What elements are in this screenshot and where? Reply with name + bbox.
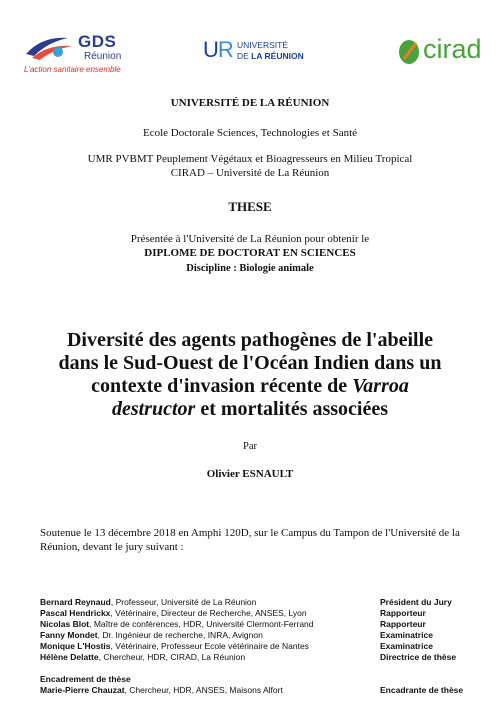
gds-swoosh-icon bbox=[22, 32, 74, 62]
universite-reunion-logo bbox=[203, 37, 323, 67]
jury-member: Hélène Delatte, Chercheur, HDR, CIRAD, La Réunion Directrice de thèse bbox=[40, 652, 457, 662]
by-label: Par bbox=[243, 441, 257, 452]
university-name: UNIVERSITÉ DE LA RÉUNION bbox=[170, 97, 330, 109]
thesis-title-line3: contexte d'invasion récente de Varroa bbox=[91, 375, 409, 397]
cirad-logo-name: cirad bbox=[423, 34, 482, 64]
discipline: Discipline : Biologie animale bbox=[186, 263, 314, 274]
cirad-leaf-icon bbox=[396, 37, 422, 65]
thesis-title bbox=[0, 329, 500, 421]
jury-member: Fanny Mondet, Dr. Ingénieur de recherche, INRA, Avignon Examinatrice bbox=[40, 630, 433, 640]
diploma: DIPLOME DE DOCTORAT EN SCIENCES bbox=[144, 247, 356, 259]
jury-member: Nicolas Blot, Maître de conférences, HDR, Université Clermont-Ferrand Rapporteur bbox=[40, 619, 426, 629]
cirad-logo bbox=[396, 34, 500, 70]
research-unit-line1: UMR PVBMT Peuplement Végétaux et Bioagresseurs en Milieu Tropical bbox=[87, 153, 413, 165]
gds-logo-name: GDS bbox=[78, 32, 117, 51]
author-name: Olivier ESNAULT bbox=[206, 468, 294, 480]
presented-line: Présentée à l'Université de La Réunion pour obtenir le bbox=[130, 233, 370, 245]
defense-statement: Soutenue le 13 décembre 2018 en Amphi 120D, sur le Campus du Tampon de l'Université de la Réunion, devant le jury suivant : bbox=[40, 527, 460, 553]
jury-member: Bernard Reynaud, Professeur, Université de La Réunion Président du Jury bbox=[40, 597, 452, 607]
research-unit-line2: CIRAD – Université de La Réunion bbox=[170, 167, 330, 179]
gds-logo-sub: Réunion bbox=[84, 51, 122, 62]
thesis-title-line4: destructor et mortalités associées bbox=[111, 398, 389, 420]
gds-logo-tagline: L'action sanitaire ensemble bbox=[24, 65, 121, 74]
ur-mark: UR bbox=[203, 37, 233, 62]
supervisor: Marie-Pierre Chauzat, Chercheur, HDR, ANSES, Maisons Alfort Encadrante de thèse bbox=[40, 685, 464, 695]
thesis-title-line2: dans le Sud-Ouest de l'Océan Indien dans un bbox=[58, 352, 442, 374]
thesis-title-line1: Diversité des agents pathogènes de l'abeille bbox=[66, 329, 434, 351]
jury-member: Pascal Hendrickx, Vétérinaire, Directeur de Recherche, ANSES, Lyon Rapporteur bbox=[40, 608, 426, 618]
doctoral-school: Ecole Doctorale Sciences, Technologies et Santé bbox=[142, 127, 358, 139]
supervision-label: Encadrement de thèse bbox=[40, 674, 131, 684]
ur-logo-line2: DE LA RÉUNION bbox=[237, 51, 304, 61]
ur-logo-line1: UNIVERSITÉ bbox=[237, 40, 289, 50]
jury-member: Monique L'Hostis, Vétérinaire, Professeur Ecole vétérinaire de Nantes Examinatrice bbox=[40, 641, 433, 651]
thesis-label: THESE bbox=[228, 199, 272, 214]
gds-logo bbox=[22, 30, 142, 78]
